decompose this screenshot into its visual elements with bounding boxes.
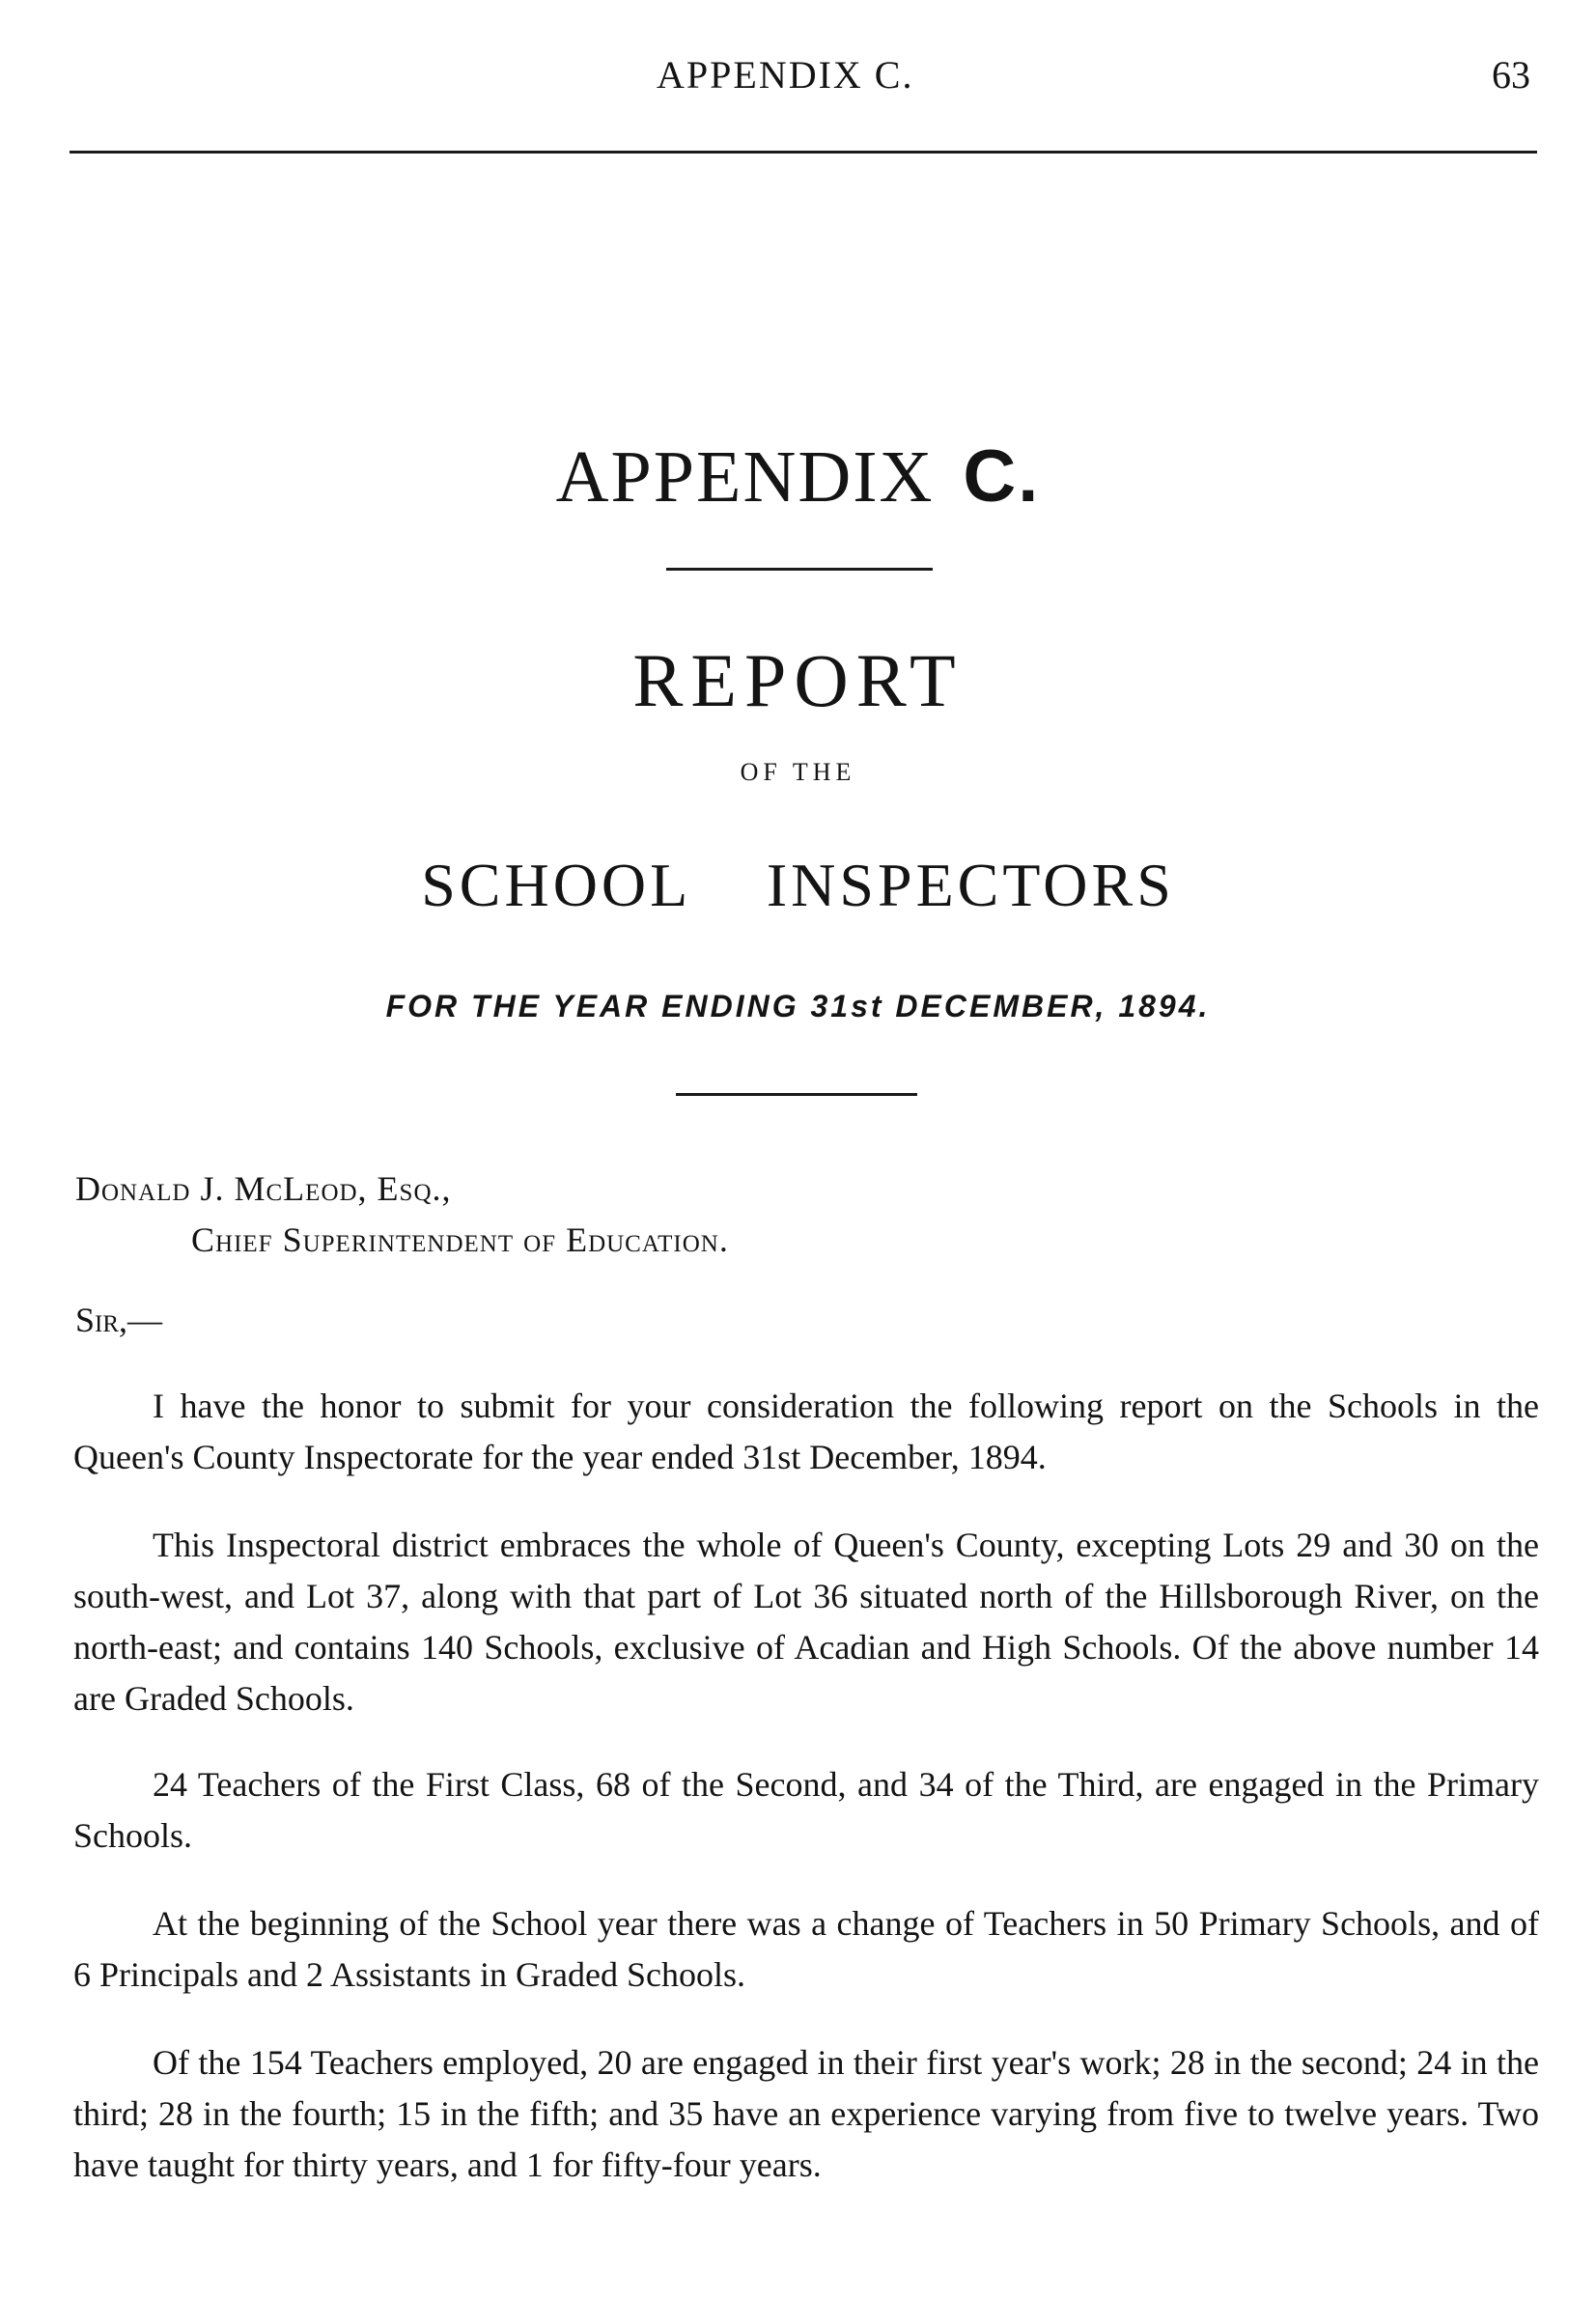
salutation: Sir,— bbox=[75, 1301, 163, 1339]
section-divider-rule bbox=[676, 1093, 917, 1096]
of-the-subtitle: OF THE bbox=[740, 758, 856, 786]
appendix-word: APPENDIX bbox=[555, 436, 935, 518]
title-divider-rule bbox=[666, 568, 933, 571]
report-title: REPORT bbox=[632, 638, 964, 722]
paragraph: 24 Teachers of the First Class, 68 of the Second, and 34 of the Third, are engaged in the Primary Schools. bbox=[73, 1765, 1539, 1855]
addressee-name: Donald J. McLeod, Esq., bbox=[75, 1169, 452, 1208]
year-ending-line: FOR THE YEAR ENDING 31st DECEMBER, 1894. bbox=[385, 989, 1211, 1023]
school-inspectors-title: SCHOOL INSPECTORS bbox=[421, 851, 1175, 919]
paragraph: I have the honor to submit for your consideration the following report on the Schools in the Queen's County Inspectorate for the year ended 31st December, 1894. bbox=[73, 1387, 1539, 1476]
appendix-title bbox=[0, 435, 1596, 519]
page-number: 63 bbox=[1492, 53, 1530, 97]
running-title: APPENDIX C. bbox=[657, 53, 914, 97]
paragraph: This Inspectoral district embraces the whole of Queen's County, excepting Lots 29 and 30 on the south-west, and Lot 37, along with that part of Lot 36 situated north of the Hillsborough River, on the north-east; and contains 140 Schools, exclusive of Acadian and High Schools. Of the above number 14 are Graded Schools. bbox=[73, 1526, 1539, 1718]
header-rule bbox=[70, 151, 1537, 154]
paragraph: Of the 154 Teachers employed, 20 are engaged in their first year's work; 28 in the second; 24 in the third; 28 in the fourth; 15 in the fifth; and 35 have an experience varying from five to twelve years. Two have taught for thirty years, and 1 for fifty-four years. bbox=[73, 2043, 1539, 2184]
running-head bbox=[0, 46, 1596, 104]
paragraph: At the beginning of the School year there was a change of Teachers in 50 Primary Schools, and of 6 Principals and 2 Assistants in Graded Schools. bbox=[73, 1904, 1539, 1994]
addressee-office: Chief Superintendent of Education. bbox=[191, 1220, 729, 1259]
appendix-letter: C. bbox=[963, 435, 1041, 518]
